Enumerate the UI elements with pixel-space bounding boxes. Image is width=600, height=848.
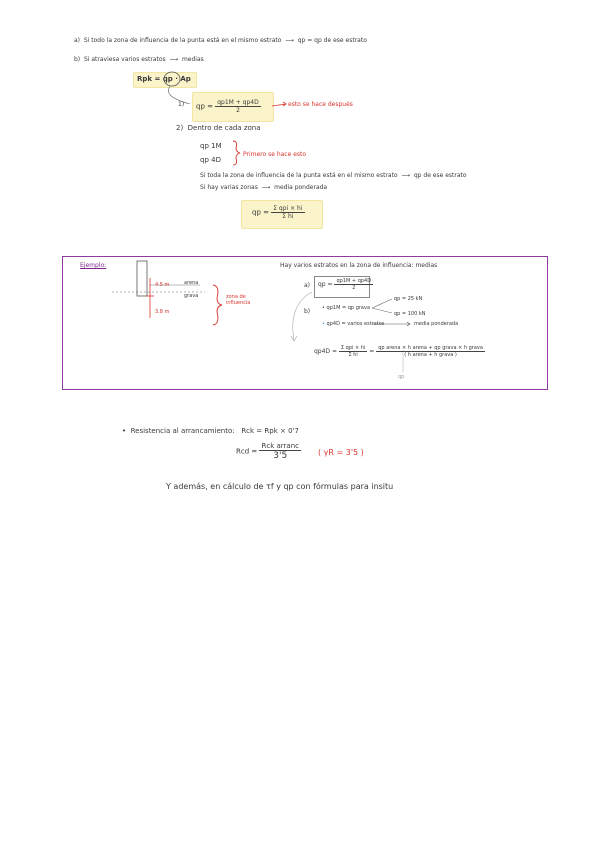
example-c-fraction2 (376, 345, 485, 358)
step2-line1-result: qp de ese estrato (413, 172, 467, 179)
label-arena: arena (184, 280, 199, 286)
weighted-denominator: Σ hi (282, 213, 294, 220)
rcd-formula (236, 442, 301, 461)
example-a-fraction (334, 278, 373, 291)
example-c-denominator2: ( h arena + h grava ) (404, 352, 457, 358)
step2-marker: 2) (176, 124, 184, 132)
resistance-formula1: Rck = Rpk × 0'7 (241, 427, 299, 435)
step2-item1: qp 1M (200, 142, 222, 150)
label-grava: grava (184, 293, 199, 299)
example-box (62, 256, 548, 390)
example-b-branch1: qp = 25 kN (394, 296, 423, 302)
step2-text: Dentro de cada zona (187, 124, 261, 132)
brace-note: zona de influencia (226, 294, 251, 306)
arrow-right-icon: ⟶ (283, 37, 296, 44)
depth-2: 3.8 m (155, 309, 170, 315)
resistance-label: Resistencia al arrancamiento: (130, 427, 235, 435)
step2-note: Primero se hace esto (243, 151, 307, 158)
example-c-denominator1: Σ hi (348, 352, 358, 358)
step1-numerator: qp1M + qp4D (217, 99, 259, 106)
arrow-right-icon: ⟶ (167, 56, 181, 63)
section-a-marker: a) (74, 37, 81, 44)
example-c-numerator2: qp arena × h arena + qp grava × h grava (378, 345, 483, 351)
curved-arrow-icon (168, 86, 190, 104)
step1-marker: 1) (178, 101, 185, 108)
step2-item2: qp 4D (200, 156, 221, 164)
arrow-right-icon: ⟶ (259, 184, 273, 191)
weighted-numerator: Σ qpi × hi (273, 205, 303, 212)
example-b-item2-text: qp4D = varios estratos (326, 321, 385, 327)
resistance-bullet: • (122, 427, 127, 435)
example-a-denominator: 2 (352, 285, 356, 291)
example-b-branch2: qp = 100 kN (394, 311, 426, 317)
example-a-marker: a) (304, 282, 311, 289)
rcd-denominator: 3'5 (273, 451, 288, 461)
closing-line: Y además, en cálculo de τf y qp con fórmulas para insitu (166, 482, 394, 491)
depth-1: 4.5 m (155, 282, 170, 288)
section-b-result: medias (181, 56, 204, 63)
section-a-text: Si todo la zona de influencia de la punta está en el mismo estrato (83, 37, 282, 44)
resistance-line (122, 427, 299, 435)
arrow-right-icon: ⟶ (399, 172, 412, 179)
step2-line2-text: Si hay varias zonas (200, 184, 258, 191)
example-intro: Hay varios estratos en la zona de influencia: medias (280, 262, 438, 269)
weighted-lhs: qp = (252, 208, 269, 217)
gamma-note: ( γR = 3'5 ) (318, 448, 364, 457)
rcd-numerator: Rck arranc (261, 442, 299, 450)
example-c-fraction1 (339, 345, 367, 358)
step1-lhs: qp = (196, 102, 213, 111)
circle-mark-icon (164, 72, 180, 86)
example-title: Ejemplo: (80, 262, 107, 269)
example-c-mark: qp (398, 374, 405, 380)
section-b-text: Si atraviesa varios estratos (83, 56, 166, 63)
example-b-marker: b) (304, 308, 311, 315)
step2-line2-result: media ponderada (274, 184, 328, 191)
example-a-formula (318, 278, 373, 291)
red-brace-icon (233, 141, 240, 165)
section-a-result: qp = qp de ese estrato (297, 37, 367, 44)
example-b-item2: • qp4D = varios estratos (322, 321, 385, 327)
example-a-numerator: qp1M + qp4D (336, 278, 372, 284)
example-b-item1: • qp1M = qp grava (322, 305, 371, 311)
section-b-marker: b) (74, 56, 81, 63)
step1-denominator: 2 (236, 107, 240, 114)
example-a-lhs: qp = (318, 281, 333, 288)
rcd-lhs: Rcd = (236, 447, 258, 456)
example-c-lhs: qp4D = (314, 348, 337, 355)
example-b-item2-result: media ponderada (414, 321, 459, 327)
example-c-formula: qp4D = $\frac{\text{Σ qpi × hi}}{\text{Σ hi}}$ = $\frac{\text{qp arena × h arena + qp grava × h grava}}{\text{( h arena + h grava )}}$ (314, 345, 483, 358)
step1-note: esto se hace después (288, 101, 353, 108)
main-formula: Rpk = qp · Ap (137, 75, 191, 83)
example-c-numerator1: Σ qpi × hi (340, 345, 366, 351)
step2-line1-text: Si toda la zona de influencia de la punta está en el mismo estrato (200, 172, 398, 179)
example-b-item1-text: qp1M = qp grava (326, 305, 371, 311)
rcd-fraction (259, 442, 301, 461)
